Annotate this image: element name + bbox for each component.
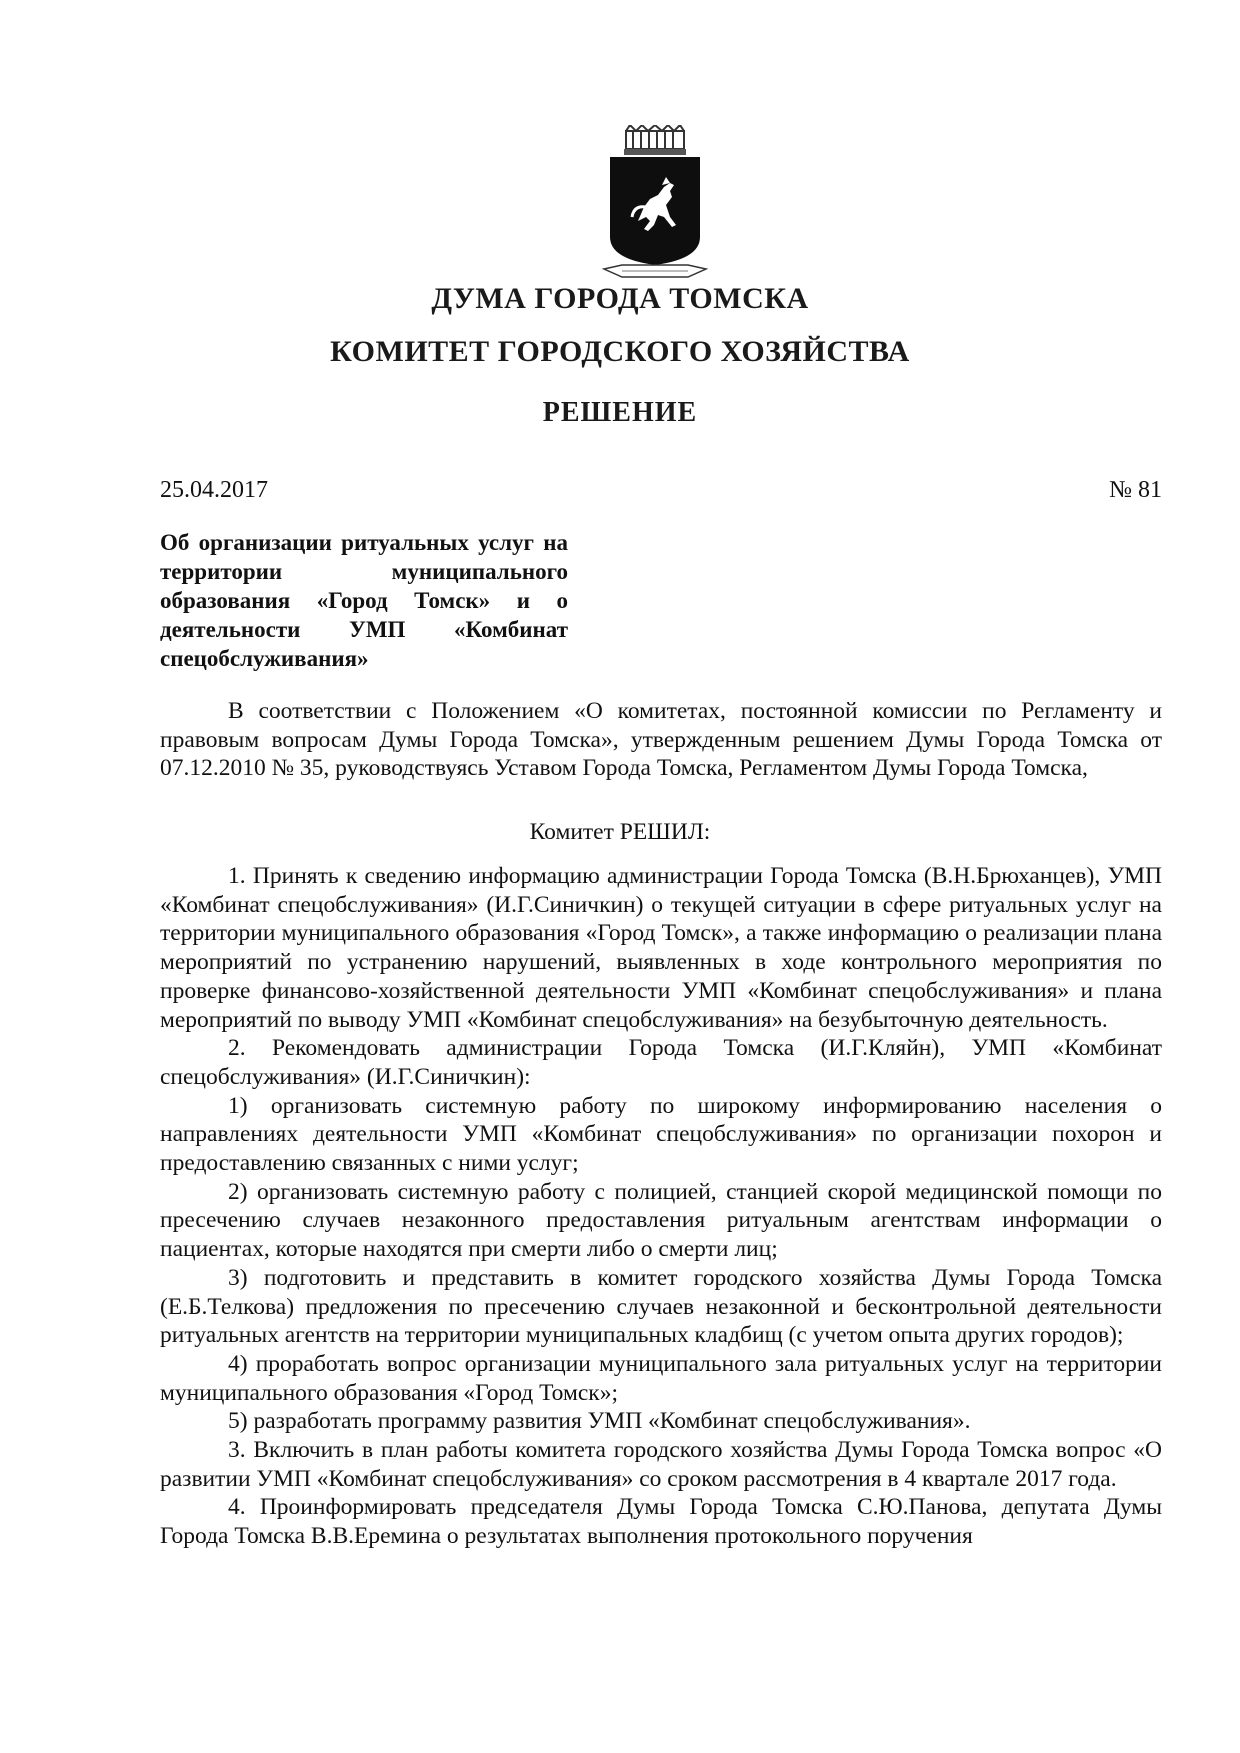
paragraph-2-2: 2) организовать системную работу с полицией, станцией скорой медицинской помощи по пресечению случаев незаконного предоставления ритуальным агентствам информации о пациентах, которые находятся при смерти либо о смерти лиц; — [160, 1178, 1162, 1263]
paragraph-3: 3. Включить в план работы комитета городского хозяйства Думы Города Томска вопрос «О развитии УМП «Комбинат спецобслуживания» со сроком рассмотрения в 4 квартале 2017 года. — [160, 1437, 1162, 1492]
paragraph-2: 2. Рекомендовать администрации Города Томска (И.Г.Кляйн), УМП «Комбинат спецобслуживания» (И.Г.Синичкин): — [160, 1035, 1162, 1090]
paragraph-2-1: 1) организовать системную работу по широкому информированию населения о направлениях деятельности УМП «Комбинат спецобслуживания» по организации похорон и предоставлению связанных с ними услуг; — [160, 1092, 1162, 1177]
duma-title: ДУМА ГОРОДА ТОМСКА — [431, 282, 809, 315]
decision-subject: Об организации ритуальных услуг на территории муниципального образования «Город Томск» и о деятельности УМП «Комбинат спецобслуживания» — [160, 530, 568, 671]
committee-title: КОМИТЕТ ГОРОДСКОГО ХОЗЯЙСТВА — [330, 335, 910, 368]
decision-number: № 81 — [1109, 477, 1162, 503]
paragraph-2-4: 4) проработать вопрос организации муниципального зала ритуальных услуг на территории муниципального образования «Город Томск»; — [160, 1350, 1162, 1406]
document-type: РЕШЕНИЕ — [542, 397, 698, 428]
paragraph-2-5: 5) разработать программу развития УМП «Комбинат спецобслуживания». — [228, 1408, 971, 1435]
decision-body — [160, 862, 1162, 1551]
preamble: В соответствии с Положением «О комитетах, постоянной комиссии по Регламенту и правовым вопросам Думы Города Томска», утвержденным решением Думы Города Томска от 07.12.2010 № 35, руководствуясь Уставом Города Томска, Регламентом Думы Города Томска, — [160, 698, 1162, 782]
paragraph-2-3: 3) подготовить и представить в комитет городского хозяйства Думы Города Томска (Е.Б.Телкова) предложения по пресечению случаев незаконной и бесконтрольной деятельности ритуальных агентств на территории муниципальных кладбищ (с учетом опыта других городов); — [160, 1264, 1162, 1349]
paragraph-4: 4. Проинформировать председателя Думы Города Томска С.Ю.Панова, депутата Думы Города Томска В.В.Еремина о результатах выполнения протокольного поручения — [160, 1494, 1162, 1550]
coat-of-arms-icon — [600, 125, 710, 285]
paragraph-1: 1. Принять к сведению информацию администрации Города Томска (В.Н.Брюханцев), УМП «Комбинат спецобслуживания» (И.Г.Синичкин) о текущей ситуации в сфере ритуальных услуг на территории муниципального образования «Город Томск», а также информацию о реализации плана мероприятий по устранению нарушений, выявленных в ходе контрольного мероприятия по проверке финансово-хозяйственной деятельности УМП «Комбинат спецобслуживания» и плана мероприятий по выводу УМП «Комбинат спецобслуживания» на безубыточную деятельность. — [160, 863, 1162, 1033]
resolution-heading: Комитет РЕШИЛ: — [529, 819, 711, 845]
decision-date: 25.04.2017 — [160, 477, 268, 503]
